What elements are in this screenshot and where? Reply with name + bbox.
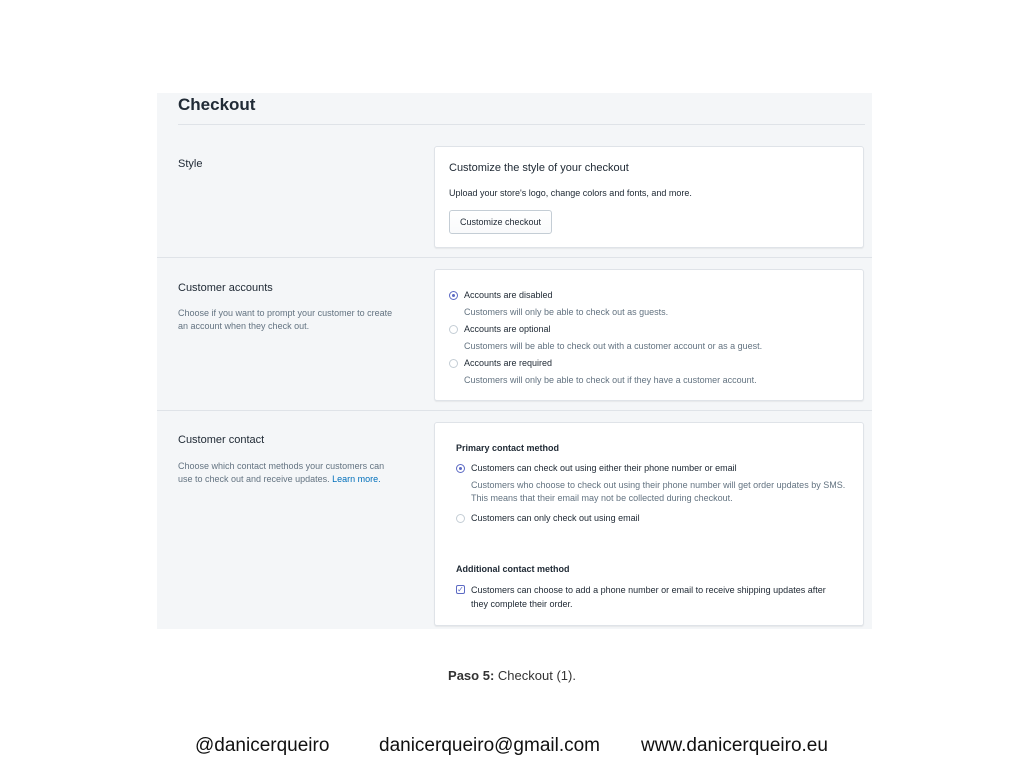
learn-more-link[interactable]: Learn more. xyxy=(332,474,381,484)
contact-description-text: Choose which contact methods your customers can use to check out and receive updates. xyxy=(178,461,385,484)
option-help-text: Customers will be able to check out with a customer account or as a guest. xyxy=(464,341,763,351)
radio-button[interactable] xyxy=(456,464,465,473)
section-divider xyxy=(157,257,872,258)
style-card xyxy=(434,146,864,248)
accounts-section-description: Choose if you want to prompt your customer to create an account when they check out. xyxy=(178,308,393,331)
contact-section-description xyxy=(178,460,393,486)
contact-section-title: Customer contact xyxy=(178,434,265,446)
customize-checkout-button[interactable]: Customize checkout xyxy=(449,210,552,234)
footer-website: www.danicerqueiro.eu xyxy=(641,735,828,756)
accounts-card xyxy=(434,269,864,401)
radio-button[interactable] xyxy=(449,325,458,334)
style-card-text: Upload your store's logo, change colors and fonts, and more. xyxy=(449,188,692,198)
additional-contact-heading: Additional contact method xyxy=(456,564,570,574)
option-help-text: Customers will only be able to check out if they have a customer account. xyxy=(464,375,757,385)
option-label: Accounts are required xyxy=(464,358,553,368)
footer-email: danicerqueiro@gmail.com xyxy=(379,735,600,756)
option-label: Customers can check out using either their phone number or email xyxy=(471,463,737,473)
section-divider xyxy=(157,410,872,411)
footer-handle: @danicerqueiro xyxy=(195,735,330,756)
option-label: Customers can only check out using email xyxy=(471,513,640,523)
radio-button[interactable] xyxy=(456,514,465,523)
contact-card xyxy=(434,422,864,626)
primary-contact-heading: Primary contact method xyxy=(456,443,560,453)
page-title: Checkout xyxy=(178,95,256,114)
caption-prefix: Paso 5: xyxy=(448,668,495,683)
checkout-settings-screenshot xyxy=(157,93,872,629)
option-help-text: Customers will only be able to check out as guests. xyxy=(464,307,669,317)
style-card-title: Customize the style of your checkout xyxy=(449,162,629,174)
option-label: Accounts are optional xyxy=(464,324,551,334)
style-section-title: Style xyxy=(178,158,203,170)
slide-caption xyxy=(0,668,1024,683)
option-label: Accounts are disabled xyxy=(464,290,553,300)
caption-text: Checkout (1). xyxy=(497,668,576,683)
radio-button[interactable] xyxy=(449,359,458,368)
radio-button[interactable] xyxy=(449,291,458,300)
option-label: Customers can choose to add a phone number or email to receive shipping updates after they complete their order. xyxy=(471,585,826,609)
accounts-section-title: Customer accounts xyxy=(178,282,273,294)
checkbox[interactable]: ✓ xyxy=(457,585,464,594)
title-divider xyxy=(178,124,865,125)
option-help-text: Customers who choose to check out using their phone number will get order updates by SMS. This means that their email may not be collected during checkout. xyxy=(471,480,846,503)
